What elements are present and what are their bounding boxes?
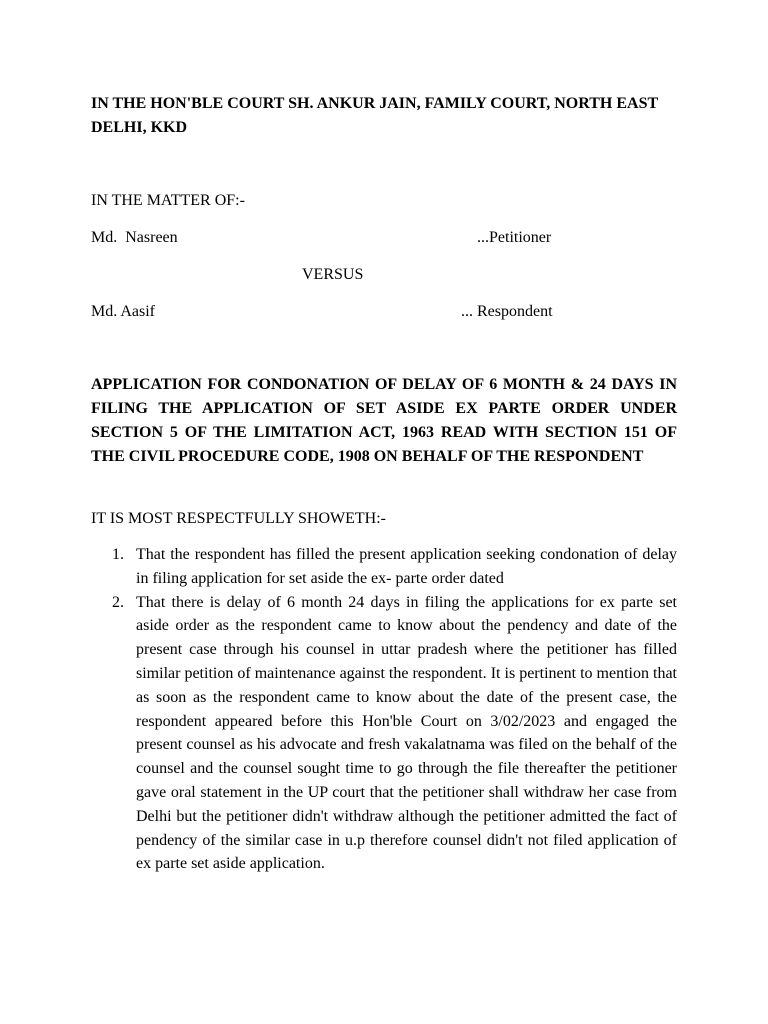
list-item-text: That there is delay of 6 month 24 days in filing the applications for ex parte set aside order as the respondent came to know about the pendency and date of the present case through his counsel in uttar pradesh where the petitioner has filled similar petition of maintenance against the respondent. It is pertinent to mention that as soon as the respondent came to know about the date of the present case, the respondent appeared before this Hon'ble Court on 3/02/2023 and engaged the present counsel as his advocate and fresh vakalatnama was filed on the behalf of the counsel and the counsel sought time to go through the file thereafter the petitioner gave oral statement in the UP court that the petitioner shall withdraw her case from Delhi but the petitioner didn't withdraw although the petitioner admitted the fact of pendency of the similar case in u.p therefore counsel didn't not filed application of ex parte set aside application. [136, 593, 677, 873]
respondent-name: Md. Aasif [91, 303, 155, 320]
list-item-number: 1. [112, 546, 124, 563]
list-item [91, 543, 677, 591]
versus-label: VERSUS [302, 266, 364, 283]
list-item [91, 591, 677, 877]
points-list [91, 543, 677, 876]
showeth-heading: IT IS MOST RESPECTFULLY SHOWETH:- [91, 510, 387, 527]
petitioner-row [91, 227, 677, 249]
respondent-row [91, 301, 677, 323]
petitioner-role: ...Petitioner [477, 229, 552, 246]
court-title: IN THE HON'BLE COURT SH. ANKUR JAIN, FAMILY COURT, NORTH EAST DELHI, KKD [91, 95, 658, 136]
list-item-text: That the respondent has filled the present application seeking condonation of delay in filing application for set aside the ex- parte order dated [136, 546, 677, 587]
matter-heading: IN THE MATTER OF:- [91, 192, 245, 209]
list-item-number: 2. [112, 593, 124, 611]
respondent-role: ... Respondent [461, 303, 553, 320]
petitioner-name: Md. Nasreen [91, 229, 178, 246]
application-title: APPLICATION FOR CONDONATION OF DELAY OF 6 MONTH & 24 DAYS IN FILING THE APPLICATION OF SET ASIDE EX PARTE ORDER UNDER SECTION 5 OF THE LIMITATION ACT, 1963 READ WITH SECTION 151 OF THE CIVIL PROCEDURE CODE, 1908 ON BEHALF OF THE RESPONDENT [91, 376, 677, 465]
